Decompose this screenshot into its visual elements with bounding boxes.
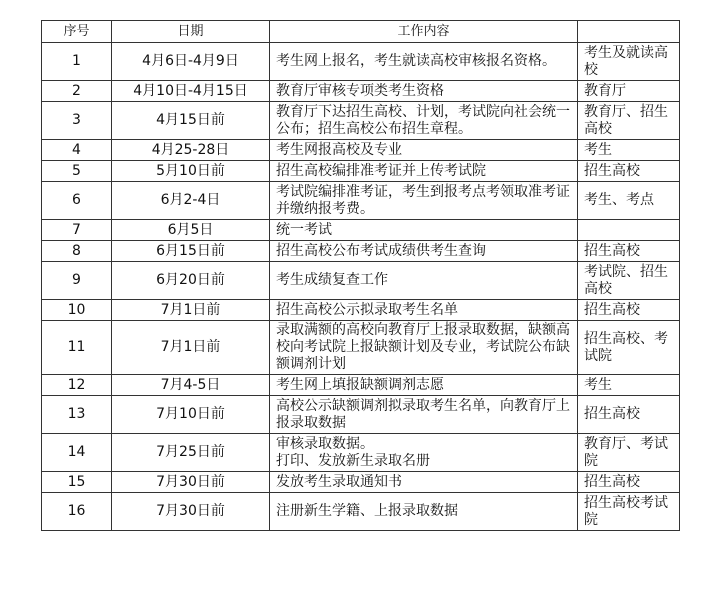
table-row: [42, 43, 680, 81]
row-number: 14: [42, 434, 112, 472]
header-content: 工作内容: [270, 21, 578, 43]
table-row: [42, 375, 680, 396]
row-number: 9: [42, 262, 112, 300]
row-responsible: 招生高校: [578, 472, 680, 493]
row-content: 统一考试: [270, 220, 578, 241]
row-content: 考生网报高校及专业: [270, 140, 578, 161]
row-content: 考生成绩复查工作: [270, 262, 578, 300]
row-responsible: 考生: [578, 140, 680, 161]
row-responsible: 招生高校、考试院: [578, 321, 680, 375]
row-responsible: 教育厅、考试院: [578, 434, 680, 472]
row-number: 11: [42, 321, 112, 375]
row-responsible: 招生高校: [578, 396, 680, 434]
row-responsible: 考生: [578, 375, 680, 396]
table-row: [42, 493, 680, 531]
row-content: 考生网上报名，考生就读高校审核报名资格。: [270, 43, 578, 81]
header-date: 日期: [112, 21, 270, 43]
row-date: 7月30日前: [112, 472, 270, 493]
row-content: 招生高校公布考试成绩供考生查询: [270, 241, 578, 262]
row-date: 6月2-4日: [112, 182, 270, 220]
row-content: 考试院编排准考证，考生到报考点考领取准考证并缴纳报考费。: [270, 182, 578, 220]
row-date: 6月20日前: [112, 262, 270, 300]
table-row: [42, 396, 680, 434]
row-responsible: 招生高校: [578, 241, 680, 262]
row-number: 6: [42, 182, 112, 220]
row-responsible: 招生高校考试院: [578, 493, 680, 531]
row-number: 4: [42, 140, 112, 161]
row-date: 5月10日前: [112, 161, 270, 182]
row-content: 教育厅审核专项类考生资格: [270, 81, 578, 102]
row-content: 招生高校公示拟录取考生名单: [270, 300, 578, 321]
table-row: [42, 140, 680, 161]
row-responsible: 教育厅: [578, 81, 680, 102]
table-row: [42, 262, 680, 300]
row-date: 7月10日前: [112, 396, 270, 434]
row-date: 6月5日: [112, 220, 270, 241]
row-number: 8: [42, 241, 112, 262]
row-number: 3: [42, 102, 112, 140]
row-responsible: 考试院、招生高校: [578, 262, 680, 300]
table-row: [42, 161, 680, 182]
header-no: 序号: [42, 21, 112, 43]
table-row: [42, 434, 680, 472]
row-number: 12: [42, 375, 112, 396]
row-number: 15: [42, 472, 112, 493]
row-number: 1: [42, 43, 112, 81]
row-number: 16: [42, 493, 112, 531]
row-date: 7月4-5日: [112, 375, 270, 396]
row-responsible: [578, 220, 680, 241]
table-row: [42, 321, 680, 375]
table-row: [42, 241, 680, 262]
row-responsible: 招生高校: [578, 161, 680, 182]
row-content: 审核录取数据。 打印、发放新生录取名册: [270, 434, 578, 472]
row-responsible: 考生及就读高校: [578, 43, 680, 81]
table-header-row: [42, 21, 680, 43]
row-responsible: 招生高校: [578, 300, 680, 321]
table-row: [42, 182, 680, 220]
row-content: 发放考生录取通知书: [270, 472, 578, 493]
table-body: [42, 43, 680, 531]
row-content: 高校公示缺额调剂拟录取考生名单，向教育厅上报录取数据: [270, 396, 578, 434]
table-row: [42, 300, 680, 321]
row-number: 7: [42, 220, 112, 241]
header-responsible: [578, 21, 680, 43]
row-number: 10: [42, 300, 112, 321]
row-content: 招生高校编排准考证并上传考试院: [270, 161, 578, 182]
row-content: 注册新生学籍、上报录取数据: [270, 493, 578, 531]
row-date: 7月25日前: [112, 434, 270, 472]
table-row: [42, 220, 680, 241]
row-number: 5: [42, 161, 112, 182]
row-content: 考生网上填报缺额调剂志愿: [270, 375, 578, 396]
table-row: [42, 472, 680, 493]
row-date: 6月15日前: [112, 241, 270, 262]
row-date: 4月25-28日: [112, 140, 270, 161]
row-date: 4月15日前: [112, 102, 270, 140]
row-responsible: 教育厅、招生高校: [578, 102, 680, 140]
row-date: 7月1日前: [112, 300, 270, 321]
table-row: [42, 81, 680, 102]
row-date: 4月6日-4月9日: [112, 43, 270, 81]
row-responsible: 考生、考点: [578, 182, 680, 220]
row-date: 7月1日前: [112, 321, 270, 375]
row-content: 录取满额的高校向教育厅上报录取数据，缺额高校向考试院上报缺额计划及专业，考试院公布缺额调剂计划: [270, 321, 578, 375]
row-number: 2: [42, 81, 112, 102]
row-date: 4月10日-4月15日: [112, 81, 270, 102]
row-date: 7月30日前: [112, 493, 270, 531]
row-content: 教育厅下达招生高校、计划，考试院向社会统一公布；招生高校公布招生章程。: [270, 102, 578, 140]
row-number: 13: [42, 396, 112, 434]
schedule-table: [41, 20, 680, 531]
table-row: [42, 102, 680, 140]
